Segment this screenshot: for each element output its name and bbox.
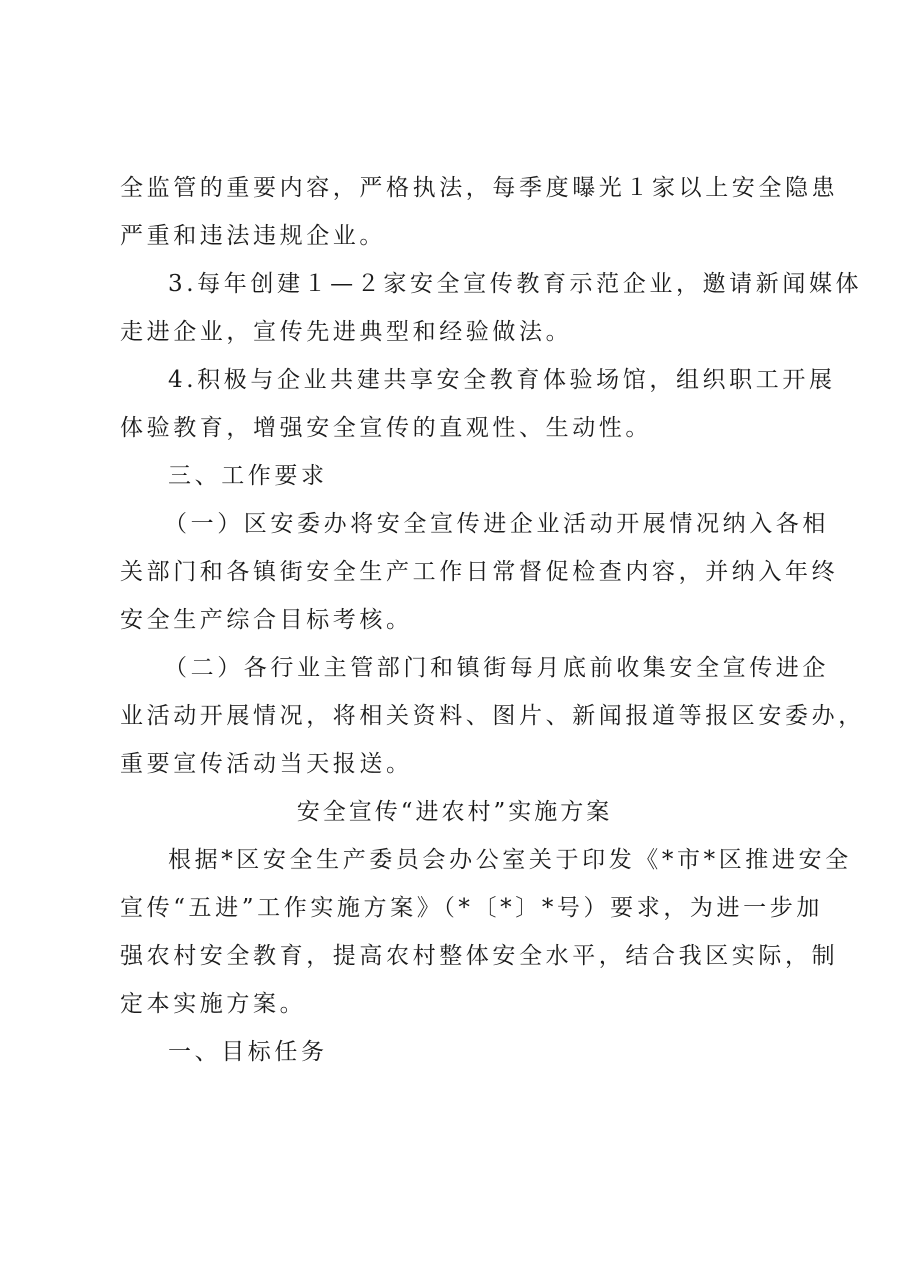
- body-text-line: 关部门和各镇街安全生产工作日常督促检查内容，并纳入年终: [120, 559, 839, 585]
- body-text-line: 根据*区安全生产委员会办公室关于印发《*市*区推进安全: [168, 847, 852, 873]
- body-text-line: 定本实施方案。: [120, 991, 307, 1017]
- paragraph-item-2: （二）各行业主管部门和镇街每月底前收集安全宣传进企: [164, 655, 829, 681]
- body-text-line: 全监管的重要内容，严格执法，每季度曝光１家以上安全隐患: [120, 175, 839, 201]
- body-text-line: 业活动开展情况，将相关资料、图片、新闻报道等报区安委办，: [120, 703, 865, 729]
- list-item-4: 4.积极与企业共建共享安全教育体验场馆，组织职工开展: [168, 367, 836, 393]
- section-heading-objectives: 一、目标任务: [168, 1039, 328, 1065]
- body-text-line: 宣传“五进”工作实施方案》（*〔*〕*号）要求，为进一步加: [120, 895, 823, 921]
- section-title-rural-plan: 安全宣传“进农村”实施方案: [296, 799, 613, 825]
- section-heading-work-requirements: 三、工作要求: [168, 463, 328, 489]
- body-text-line: 走进企业，宣传先进典型和经验做法。: [120, 319, 573, 345]
- body-text-line: 强农村安全教育，提高农村整体安全水平，结合我区实际，制: [120, 943, 839, 969]
- body-text-line: 重要宣传活动当天报送。: [120, 751, 413, 777]
- body-text-line: 体验教育，增强安全宣传的直观性、生动性。: [120, 415, 652, 441]
- paragraph-item-1: （一）区安委办将安全宣传进企业活动开展情况纳入各相: [164, 511, 829, 537]
- body-text-line: 安全生产综合目标考核。: [120, 607, 413, 633]
- list-item-3: 3.每年创建１—２家安全宣传教育示范企业，邀请新闻媒体: [168, 271, 863, 297]
- body-text-line: 严重和违法违规企业。: [120, 223, 386, 249]
